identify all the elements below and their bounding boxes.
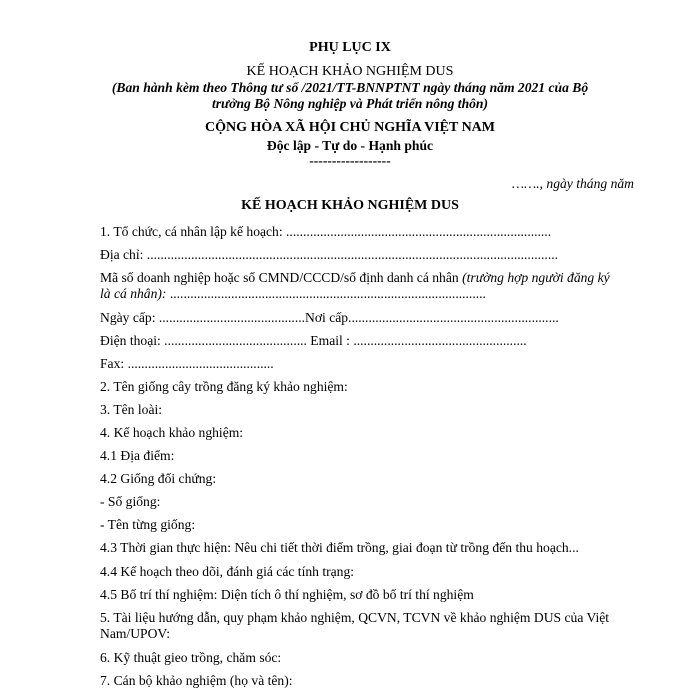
form-line-business-id: [100, 270, 610, 286]
business-id-note: (trường hợp người đăng ký: [462, 270, 610, 285]
form-line-species: 3. Tên loài:: [100, 402, 163, 417]
form-line-location: 4.1 Địa điểm:: [100, 448, 175, 463]
date-line: ……., ngày tháng năm: [512, 176, 634, 191]
form-line-variety-name: 2. Tên giống cây trồng đăng ký khảo nghiệm:: [100, 379, 348, 394]
motto-separator: ------------------: [309, 153, 391, 168]
form-line-issue-date-place: Ngày cấp: ...........................................Nơi cấp..............................................................: [100, 310, 559, 325]
appendix-heading: PHỤ LỤC IX: [309, 40, 391, 55]
form-line-variety-count: - Số giống:: [100, 494, 161, 509]
form-line-address: Địa chỉ: .........................................................................................................................: [100, 247, 559, 262]
form-line-layout: 4.5 Bố trí thí nghiệm: Diện tích ô thí nghiệm, sơ đồ bố trí thí nghiệm: [100, 587, 474, 602]
form-line-staff: 7. Cán bộ khảo nghiệm (họ và tên):: [100, 673, 293, 688]
form-line-guidelines: 5. Tài liệu hướng dẫn, quy phạm khảo nghiệm, QCVN, TCVN về khảo nghiệm DUS của Việt: [100, 610, 610, 625]
plan-title: KẾ HOẠCH KHẢO NGHIỆM DUS: [246, 64, 454, 79]
form-line-organization: 1. Tổ chức, cá nhân lập kế hoạch: ..............................................................................: [100, 224, 552, 239]
form-line-guidelines-cont: Nam/UPOV:: [100, 626, 170, 641]
form-line-monitoring: 4.4 Kế hoạch theo dõi, đánh giá các tính trạng:: [100, 564, 355, 579]
business-id-label: Mã số doanh nghiệp hoặc số CMND/CCCD/số định danh cá nhân: [100, 270, 463, 285]
country-name: CỘNG HÒA XÃ HỘI CHỦ NGHĨA VIỆT NAM: [204, 120, 495, 135]
form-line-phone-email: Điện thoại: .......................................... Email : ...................................................: [100, 333, 527, 348]
form-line-variety-names: - Tên từng giống:: [100, 517, 196, 532]
form-line-schedule: 4.3 Thời gian thực hiện: Nêu chi tiết thời điểm trồng, giai đoạn từ trồng đến thu hoạch...: [100, 540, 579, 555]
business-id-dots: .............................................................................................: [166, 286, 486, 301]
form-line-fax: Fax: ...........................................: [100, 356, 274, 371]
form-line-business-id-cont: [100, 286, 486, 302]
issued-note-line-2: trưởng Bộ Nông nghiệp và Phát triển nông thôn): [211, 96, 489, 111]
form-title: KẾ HOẠCH KHẢO NGHIỆM DUS: [241, 198, 459, 213]
issued-note-line-1: (Ban hành kèm theo Thông tư số /2021/TT-BNNPTNT ngày tháng năm 2021 của Bộ: [111, 80, 589, 95]
national-motto: Độc lập - Tự do - Hạnh phúc: [266, 138, 434, 153]
business-id-note-cont: là cá nhân):: [100, 286, 167, 301]
form-line-cultivation: 6. Kỹ thuật gieo trồng, chăm sóc:: [100, 650, 282, 665]
form-line-control-variety: 4.2 Giống đối chứng:: [100, 471, 217, 486]
form-line-test-plan: 4. Kế hoạch khảo nghiệm:: [100, 425, 244, 440]
